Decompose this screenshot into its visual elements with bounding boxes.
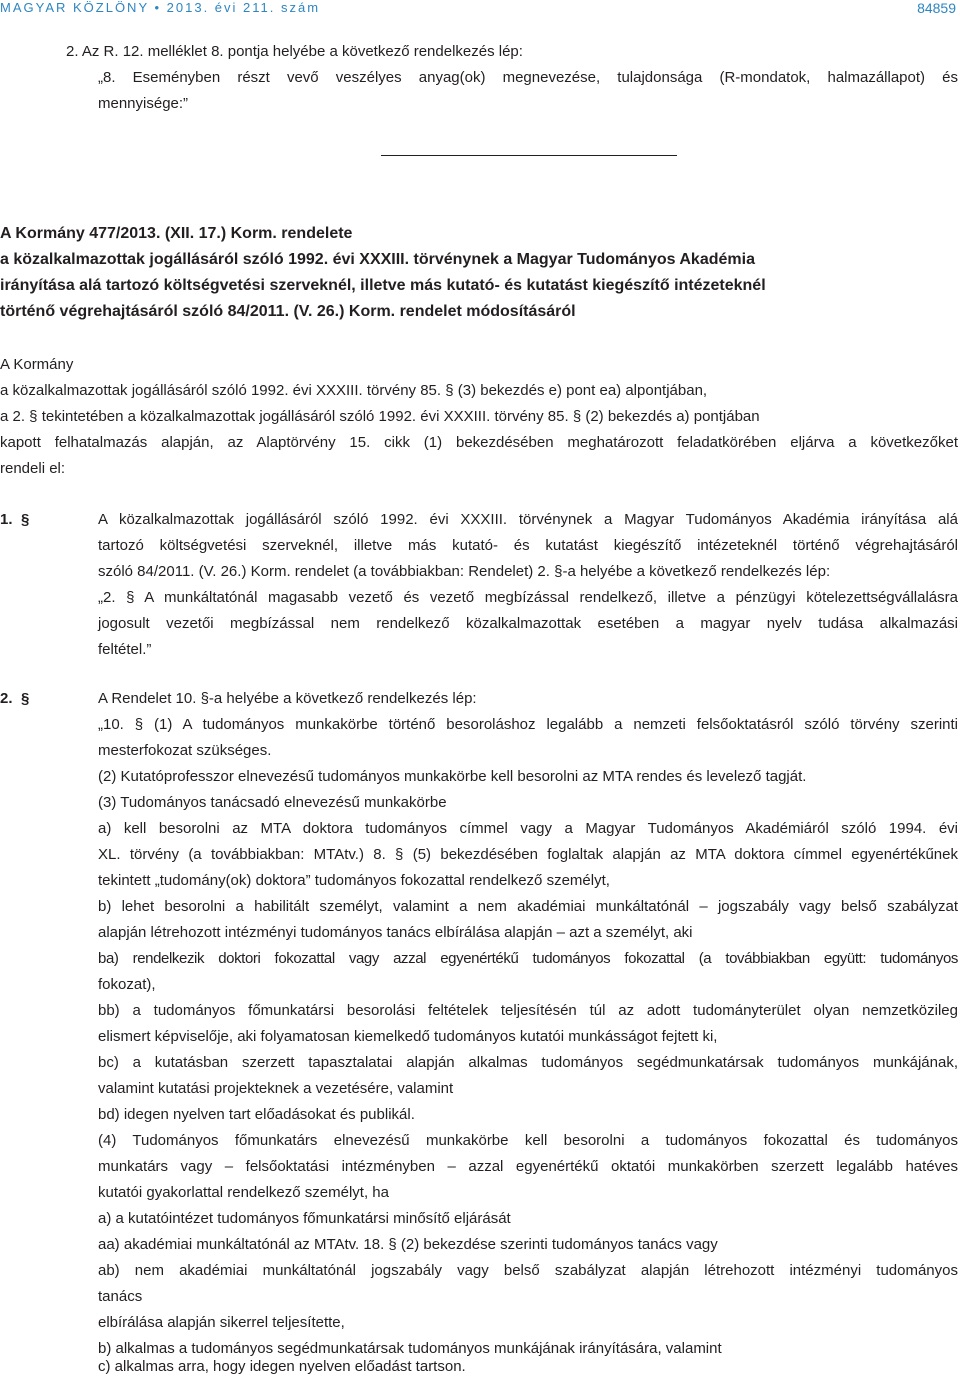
section-2-line: a) kell besorolni az MTA doktora tudományos címmel vagy a Magyar Tudományos Akadémiáról szóló 1994. évi <box>98 820 958 837</box>
section-2-line: munkatárs vagy – felsőoktatási intézményben – azzal egyenértékű oktatói munkakörben szerzett legalább hatéves <box>98 1158 958 1175</box>
preamble-line: a 2. § tekintetében a közalkalmazottak jogállásáról szóló 1992. évi XXXIII. törvény 85. § (2) bekezdés a) pontjában <box>0 408 760 425</box>
section-2-line: valamint kutatási projekteknek a vezetésére, valamint <box>98 1080 454 1097</box>
section-2-line: mesterfokozat szükséges. <box>98 742 272 759</box>
page-header <box>0 0 960 22</box>
section-2-line: (3) Tudományos tanácsadó elnevezésű munkakörbe <box>98 794 447 811</box>
section-2-line: fokozat), <box>98 976 156 993</box>
section-2-line: ab) nem akadémiai munkáltatónál jogszabály vagy belső szabályzat alapján létrehozott intézményi tudományos <box>98 1262 958 1279</box>
section-1-line: jogosult vezetői megbízással nem rendelkező közalkalmazottak esetében a magyar nyelv tudása alkalmazási <box>98 615 958 632</box>
section-2-line: elismert képviselője, aki folyamatosan kiemelkedő tudományos kutatói munkásságot fejtett ki, <box>98 1028 718 1045</box>
preamble-line: a közalkalmazottak jogállásáról szóló 1992. évi XXXIII. törvény 85. § (3) bekezdés e) pont ea) alpontjában, <box>0 382 708 399</box>
preamble-line: rendeli el: <box>0 460 66 477</box>
section-2-line: bc) a kutatásban szerzett tapasztalatai alapján alkalmas tudományos segédmunkatársak tudományos munkájának, <box>98 1054 958 1071</box>
section-1-line: A közalkalmazottak jogállásáról szóló 1992. évi XXXIII. törvénynek a Magyar Tudományos Akadémia irányítása alá <box>98 511 958 528</box>
section-2-line: (4) Tudományos főmunkatárs elnevezésű munkakörbe kell besorolni a tudományos fokozattal és tudományos <box>98 1132 958 1149</box>
decree-subtitle: történő végrehajtásáról szóló 84/2011. (V. 26.) Korm. rendelet módosításáról <box>0 303 576 320</box>
section-2-line: c) alkalmas arra, hogy idegen nyelven előadást tartson. <box>98 1358 466 1375</box>
separator-rule <box>381 155 677 156</box>
journal-title: MAGYAR KÖZLÖNY • 2013. évi 211. szám <box>0 0 321 15</box>
section-2-line: XL. törvény (a továbbiakban: MTAtv.) 8. § (5) bekezdésében foglaltak alapján az MTA doktora címmel egyenértékűnek <box>98 846 958 863</box>
section-1-sign: § <box>21 511 30 528</box>
prev-quote-line: mennyisége:” <box>98 95 189 112</box>
prev-item-line: 2. Az R. 12. melléklet 8. pontja helyébe a következő rendelkezés lép: <box>66 43 523 60</box>
section-2-line: kutatói gyakorlattal rendelkező személyt, ha <box>98 1184 389 1201</box>
section-2-line: (2) Kutatóprofesszor elnevezésű tudományos munkakörbe kell besorolni az MTA rendes és levelező tagját. <box>98 768 807 785</box>
section-2-line: aa) akadémiai munkáltatónál az MTAtv. 18. § (2) bekezdése szerinti tudományos tanács vagy <box>98 1236 718 1253</box>
section-2-line: tekintett „tudomány(ok) doktora” tudományos fokozattal rendelkező személyt, <box>98 872 610 889</box>
section-2-number: 2. <box>0 690 13 707</box>
section-1-line: feltétel.” <box>98 641 152 658</box>
decree-subtitle: a közalkalmazottak jogállásáról szóló 1992. évi XXXIII. törvénynek a Magyar Tudományos Akadémia <box>0 251 755 268</box>
section-2-line: bb) a tudományos főmunkatársi besorolási feltételek teljesítésén túl az adott tudományterület olyan nemzetközileg <box>98 1002 958 1019</box>
section-2-line: a) a kutatóintézet tudományos főmunkatársi minősítő eljárását <box>98 1210 511 1227</box>
section-2-line: A Rendelet 10. §-a helyébe a következő rendelkezés lép: <box>98 690 477 707</box>
decree-subtitle: irányítása alá tartozó költségvetési szerveknél, illetve más kutató- és kutatást kiegészítő intézeteknél <box>0 277 766 294</box>
section-1-line: szóló 84/2011. (V. 26.) Korm. rendelet (a továbbiakban: Rendelet) 2. §-a helyébe a következő rendelkezés lép: <box>98 563 831 580</box>
section-1-line: tartozó költségvetési szerveknél, illetve más kutató- és kutatást kiegészítő intézeteknél történő végrehajtásáról <box>98 537 958 554</box>
section-2-line: ba) rendelkezik doktori fokozattal vagy azzal egyenértékű tudományos fokozattal (a továbbiakban együtt: tudományos <box>98 950 958 967</box>
section-2-line: elbírálása alapján sikerrel teljesítette, <box>98 1314 345 1331</box>
preamble-line: A Kormány <box>0 356 74 373</box>
prev-quote-line: „8. Eseményben részt vevő veszélyes anyag(ok) megnevezése, tulajdonsága (R-mondatok, halmazállapot) és <box>98 69 958 86</box>
section-1-line: „2. § A munkáltatónál magasabb vezető és vezető megbízással rendelkező, illetve a pénzügyi kötelezettségvállalásra <box>98 589 958 606</box>
preamble-line: kapott felhatalmazás alapján, az Alaptörvény 15. cikk (1) bekezdésében meghatározott feladatkörében eljárva a következőket <box>0 434 958 451</box>
section-2-sign: § <box>21 690 30 707</box>
decree-title: A Kormány 477/2013. (XII. 17.) Korm. rendelete <box>0 225 353 242</box>
section-2-line: „10. § (1) A tudományos munkakörbe történő besoroláshoz legalább a nemzeti felsőoktatásról szóló törvény szerinti <box>98 716 958 733</box>
section-2-line: bd) idegen nyelven tart előadásokat és publikál. <box>98 1106 415 1123</box>
section-1-number: 1. <box>0 511 13 528</box>
section-2-line: b) alkalmas a tudományos segédmunkatársak tudományos munkájának irányítására, valamint <box>98 1340 722 1357</box>
section-2-line: b) lehet besorolni a habilitált személyt, valamint a nem akadémiai munkáltatónál – jogszabály vagy belső szabályzat <box>98 898 958 915</box>
section-2-line: alapján létrehozott intézményi tudományos tanács elbírálása alapján – azt a személyt, aki <box>98 924 693 941</box>
section-2-line: tanács <box>98 1288 143 1305</box>
page-number: 84859 <box>917 0 956 16</box>
